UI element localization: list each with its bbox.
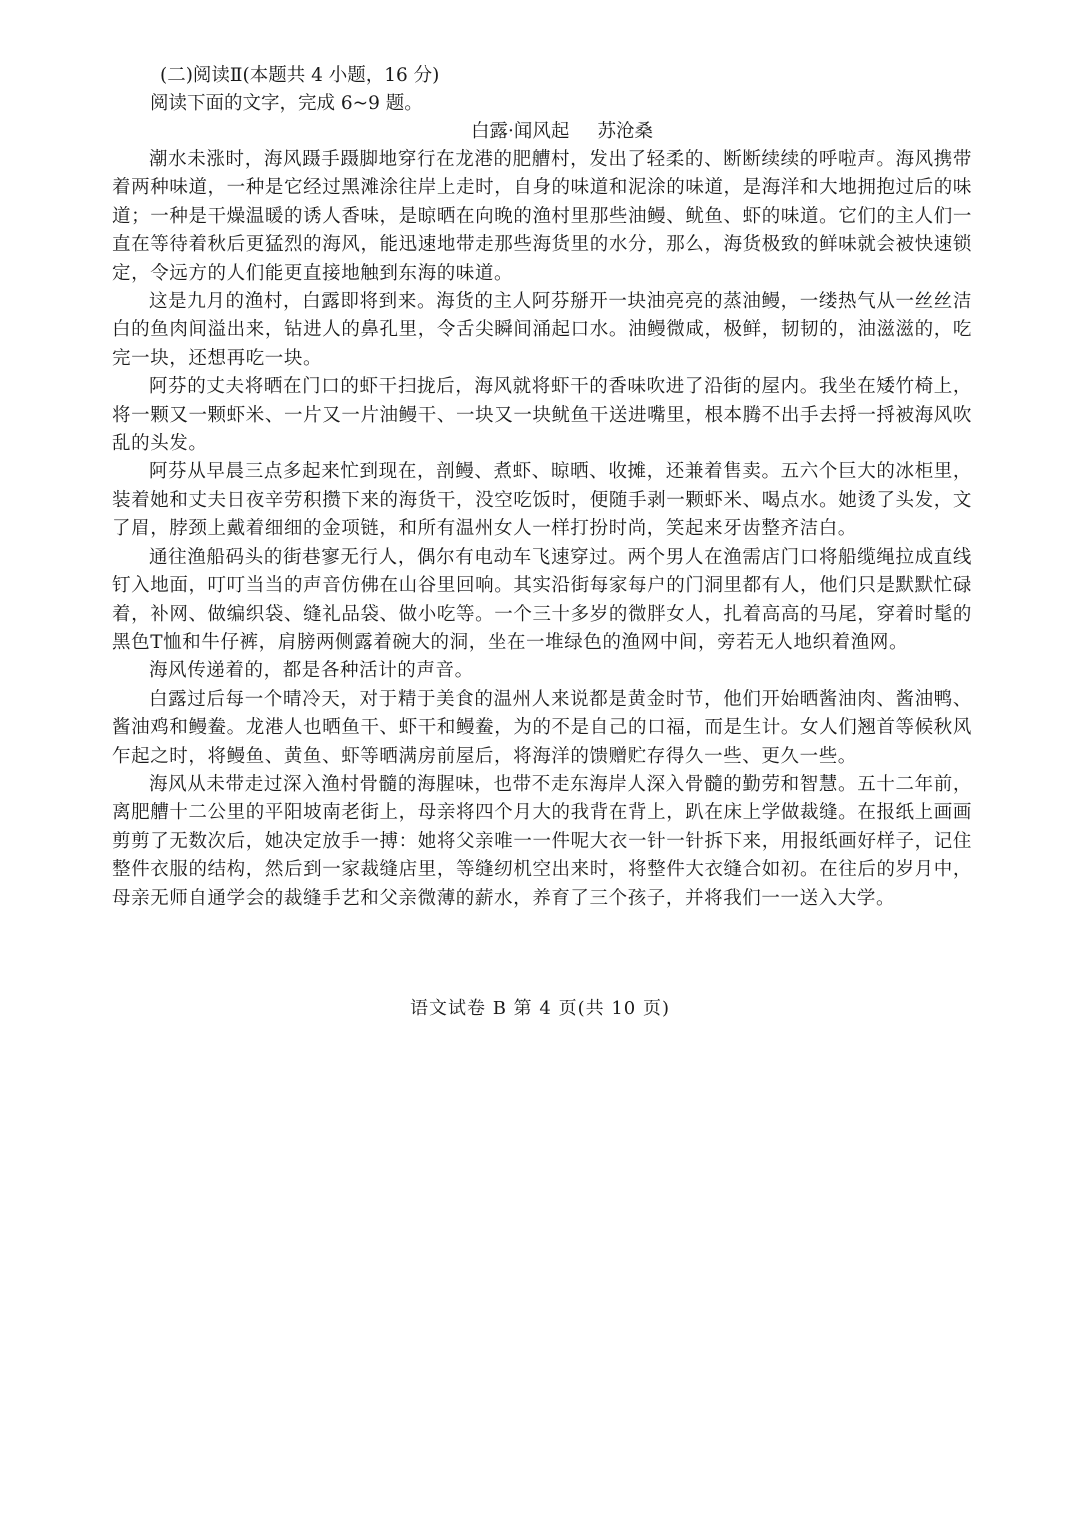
section-heading: (二)阅读Ⅱ(本题共 4 小题，16 分)	[160, 65, 440, 86]
reading-instruction: 阅读下面的文字，完成 6~9 题。	[150, 93, 423, 114]
article-body	[112, 146, 972, 913]
article-author: 苏沧桑	[597, 121, 653, 142]
article-title-line	[112, 118, 972, 146]
paragraph-3: 阿芬的丈夫将晒在门口的虾干扫拢后，海风就将虾干的香味吹进了沿街的屋内。我坐在矮竹椅上，将一颗又一颗虾米、一片又一片油鳗干、一块又一块鱿鱼干送进嘴里，根本腾不出手去捋一捋被海风吹乱的头发。	[112, 376, 972, 455]
paragraph-8: 海风从未带走过深入渔村骨髓的海腥味，也带不走东海岸人深入骨髓的勤劳和智慧。五十二年前，离肥艚十二公里的平阳坡南老街上，母亲将四个月大的我背在背上，趴在床上学做裁缝。在报纸上画画剪剪了无数次后，她决定放手一搏：她将父亲唯一一件呢大衣一针一针拆下来，用报纸画好样子，记住整件衣服的结构，然后到一家裁缝店里，等缝纫机空出来时，将整件大衣缝合如初。在往后的岁月中，母亲无师自通学会的裁缝手艺和父亲微薄的薪水，养育了三个孩子，并将我们一一送入大学。	[112, 773, 972, 909]
paragraph-4: 阿芬从早晨三点多起来忙到现在，剖鳗、煮虾、晾晒、收摊，还兼着售卖。五六个巨大的冰柜里，装着她和丈夫日夜辛劳积攒下来的海货干，没空吃饭时，便随手剥一颗虾米、喝点水。她烫了头发，文了眉，脖颈上戴着细细的金项链，和所有温州女人一样打扮时尚，笑起来牙齿整齐洁白。	[112, 461, 972, 540]
paragraph-5: 通往渔船码头的街巷寥无行人，偶尔有电动车飞速穿过。两个男人在渔需店门口将船缆绳拉成直线钉入地面，叮叮当当的声音仿佛在山谷里回响。其实沿街每家每户的门洞里都有人，他们只是默默忙碌着，补网、做编织袋、缝礼品袋、做小吃等。一个三十多岁的微胖女人，扎着高高的马尾，穿着时髦的黑色T恤和牛仔裤，肩膀两侧露着碗大的洞，坐在一堆绿色的渔网中间，旁若无人地织着渔网。	[112, 546, 972, 653]
exam-page	[112, 62, 972, 913]
article-title: 白露·闻风起	[471, 121, 570, 142]
page-footer: 语文试卷 B 第 4 页(共 10 页)	[410, 998, 670, 1019]
paragraph-1: 潮水未涨时，海风蹑手蹑脚地穿行在龙港的肥艚村，发出了轻柔的、断断续续的呼啦声。海风携带着两种味道，一种是它经过黑滩涂往岸上走时，自身的味道和泥涂的味道，是海洋和大地拥抱过后的味道；一种是干燥温暖的诱人香味，是晾晒在向晚的渔村里那些油鳗、鱿鱼、虾的味道。它们的主人们一直在等待着秋后更猛烈的海风，能迅速地带走那些海货里的水分，那么，海货极致的鲜味就会被快速锁定，令远方的人们能更直接地触到东海的味道。	[112, 149, 972, 284]
paragraph-7: 白露过后每一个晴冷天，对于精于美食的温州人来说都是黄金时节，他们开始晒酱油肉、酱油鸭、酱油鸡和鳗鲞。龙港人也晒鱼干、虾干和鳗鲞，为的不是自己的口福，而是生计。女人们翘首等候秋风乍起之时，将鳗鱼、黄鱼、虾等晒满房前屋后，将海洋的馈赠贮存得久一些、更久一些。	[112, 688, 972, 767]
paragraph-2: 这是九月的渔村，白露即将到来。海货的主人阿芬掰开一块油亮亮的蒸油鳗，一缕热气从一丝丝洁白的鱼肉间溢出来，钻进人的鼻孔里，令舌尖瞬间涌起口水。油鳗微咸，极鲜，韧韧的，油滋滋的，吃完一块，还想再吃一块。	[112, 291, 972, 369]
paragraph-6: 海风传递着的，都是各种活计的声音。	[149, 660, 474, 682]
